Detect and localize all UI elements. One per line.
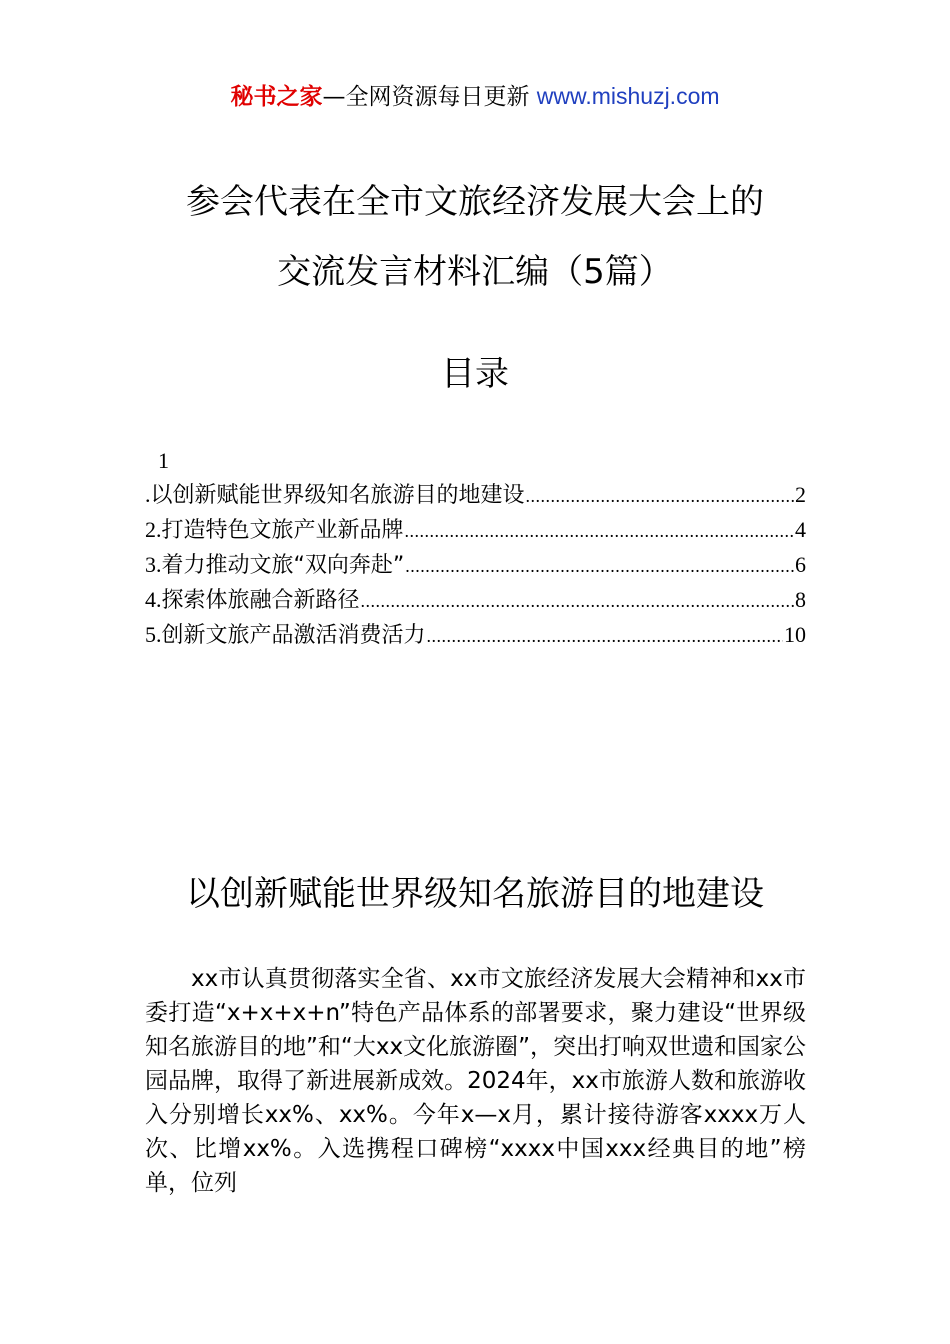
toc-heading: 目录 (441, 354, 509, 394)
watermark-brand: 秘书之家 (230, 84, 323, 110)
toc-entry-page: 10 (784, 622, 806, 647)
toc-entry-number: 5. (145, 622, 162, 647)
watermark-banner (0, 80, 950, 113)
toc-entry-title: 创新文旅产品激活消费活力 (161, 623, 426, 648)
watermark-tagline: —全网资源每日更新 (322, 84, 537, 110)
toc-entry-number: 2. (145, 517, 162, 542)
toc-dot-leader (427, 621, 783, 651)
toc-dot-leader (405, 551, 794, 581)
toc-entry-page: 4 (795, 517, 806, 542)
toc-dot-leader (361, 586, 794, 616)
toc-entry-number: . (145, 482, 151, 507)
toc-orphan-number: 1 (158, 448, 169, 473)
toc-entry-page: 8 (795, 587, 806, 612)
toc-entry-title: 探索体旅融合新路径 (161, 588, 360, 613)
document-title-line-1: 参会代表在全市文旅经济发展大会上的 (186, 182, 764, 222)
section-body (145, 962, 806, 1200)
toc-entry-title: 打造特色文旅产业新品牌 (161, 518, 404, 543)
watermark-url: www.mishuzj.com (536, 83, 720, 109)
section-title: 以创新赋能世界级知名旅游目的地建设 (186, 874, 764, 914)
toc-dot-leader (405, 516, 794, 546)
body-paragraph: xx市认真贯彻落实全省、xx市文旅经济发展大会精神和xx市委打造“x+x+x+n”特色产品体系的部署要求，聚力建设“世界级知名旅游目的地”和“大xx文化旅游圈”，突出打响双世遗和国家公园品牌，取得了新进展新成效。2024年，xx市旅游人数和旅游收入分别增长xx%、xx%。今年x—x月，累计接待游客xxxx万人次、比增xx%。入选携程口碑榜“xxxx中国xxx经典目的地”榜单，位列 (145, 966, 806, 1196)
toc-entry-number: 3. (145, 552, 162, 577)
toc-dot-leader (526, 481, 794, 511)
toc-entry[interactable] (145, 515, 806, 550)
toc-entry-page: 6 (795, 552, 806, 577)
toc-entry[interactable] (145, 585, 806, 620)
document-title-line-2: 交流发言材料汇编（5篇） (277, 252, 673, 292)
toc-entry[interactable] (145, 620, 806, 655)
toc-entry[interactable] (145, 480, 806, 515)
toc-entry-title: 着力推动文旅“双向奔赴” (161, 553, 405, 578)
toc-entry-title: 以创新赋能世界级知名旅游目的地建设 (150, 483, 525, 508)
table-of-contents (145, 480, 806, 655)
toc-entry-page: 2 (795, 482, 806, 507)
toc-entry-number: 4. (145, 587, 162, 612)
toc-entry[interactable] (145, 550, 806, 585)
